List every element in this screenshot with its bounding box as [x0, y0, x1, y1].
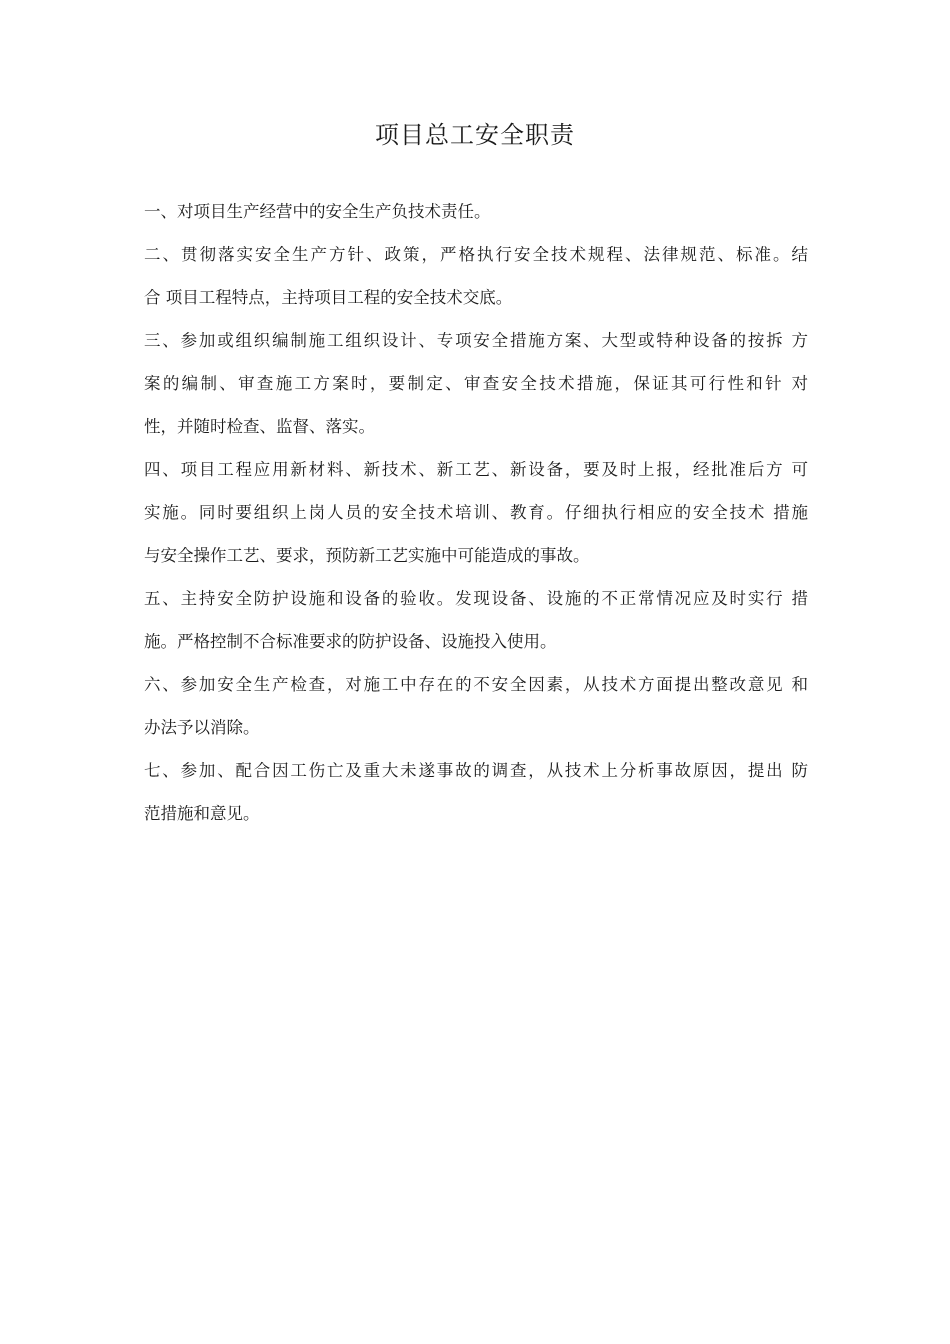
- text-line: 三、参加或组织编制施工组织设计、专项安全措施方案、大型或特种设备的按拆 方: [144, 331, 808, 350]
- text-line: 七、参加、配合因工伤亡及重大未遂事故的调查，从技术上分析事故原因，提出 防: [144, 761, 808, 780]
- text-line: 案的编制、审查施工方案时，要制定、审查安全技术措施，保证其可行性和针 对: [144, 374, 808, 393]
- text-line: 办法予以消除。: [144, 718, 260, 737]
- text-line: 五、主持安全防护设施和设备的验收。发现设备、设施的不正常情况应及时实行 措: [144, 589, 808, 608]
- text-line: 与安全操作工艺、要求，预防新工艺实施中可能造成的事故。: [144, 546, 590, 565]
- text-line: 实施。同时要组织上岗人员的安全技术培训、教育。仔细执行相应的安全技术 措施: [144, 503, 808, 522]
- document-title: 项目总工安全职责: [375, 121, 575, 149]
- text-line: 范措施和意见。: [144, 804, 260, 823]
- text-line: 一、对项目生产经营中的安全生产负技术责任。: [144, 202, 491, 221]
- text-line: 六、参加安全生产检查，对施工中存在的不安全因素，从技术方面提出整改意见 和: [144, 675, 808, 694]
- text-line: 性，并随时检查、监督、落实。: [144, 417, 375, 436]
- text-line: 四、项目工程应用新材料、新技术、新工艺、新设备，要及时上报，经批准后方 可: [144, 460, 808, 479]
- text-line: 二、贯彻落实安全生产方针、政策，严格执行安全技术规程、法律规范、标准。结: [144, 245, 808, 264]
- text-line: 合 项目工程特点，主持项目工程的安全技术交底。: [144, 288, 513, 307]
- text-line: 施。严格控制不合标准要求的防护设备、设施投入使用。: [144, 632, 557, 651]
